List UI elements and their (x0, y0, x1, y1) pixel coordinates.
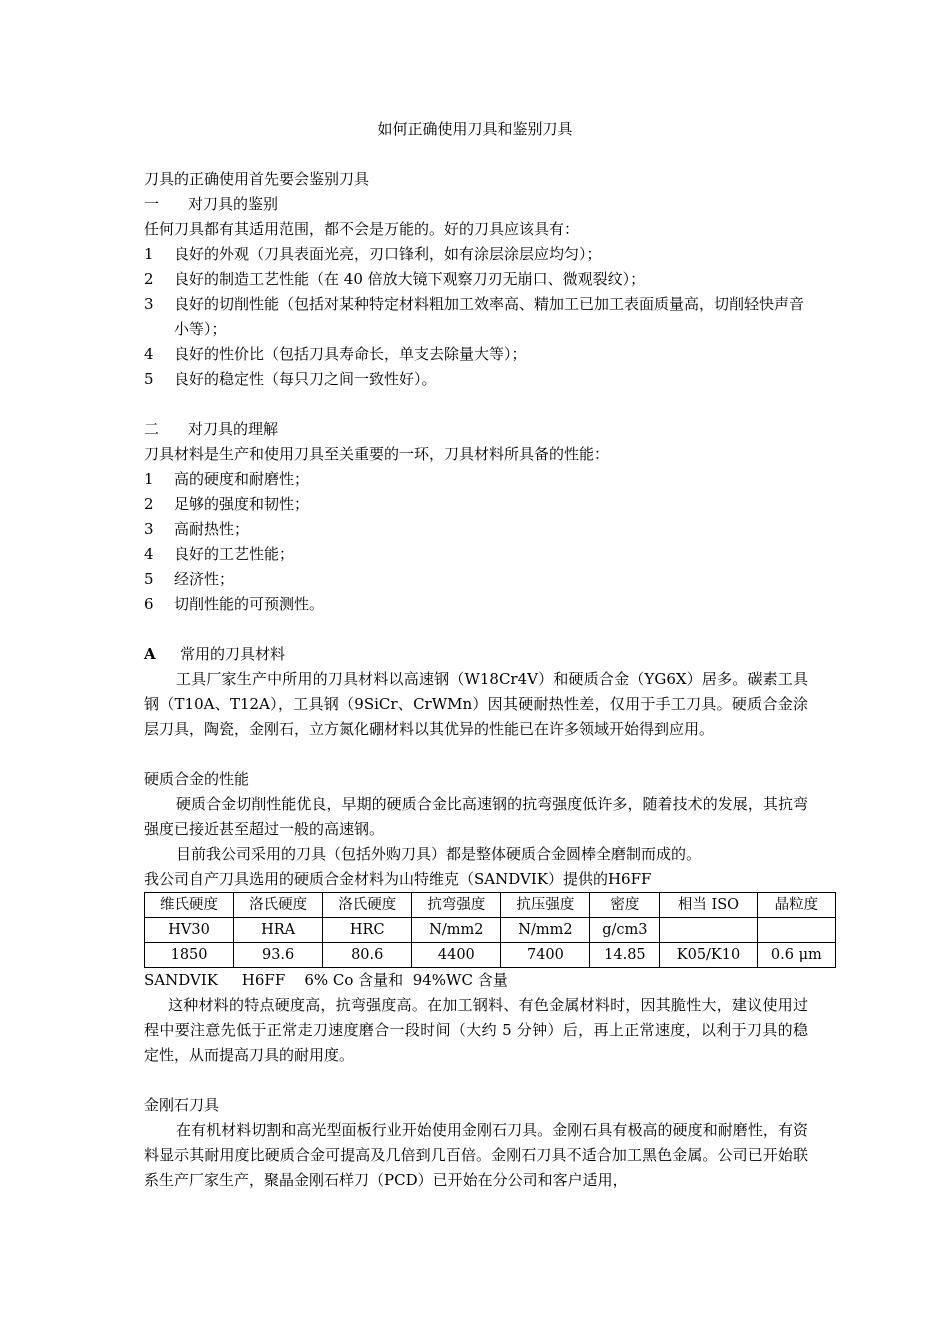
document-body (144, 167, 822, 1193)
table-unit-cell (660, 918, 757, 943)
list-item (144, 517, 808, 542)
table-header-cell: 晶粒度 (757, 893, 835, 918)
table-row (145, 918, 836, 943)
table-value-cell: 0.6 μm (757, 943, 835, 968)
list-item (144, 467, 808, 492)
sectionA-letter: A (144, 645, 156, 663)
document-title: 如何正确使用刀具和鉴别刀具 (377, 120, 573, 138)
section2-heading (144, 417, 808, 442)
table-header-cell: 抗压强度 (501, 893, 590, 918)
table-value-cell: 4400 (412, 943, 501, 968)
list-item-text: 切削性能的可预测性。 (174, 595, 325, 613)
table-header-cell: 相当 ISO (660, 893, 757, 918)
table-value-cell: 7400 (501, 943, 590, 968)
list-item-number: 2 (144, 270, 154, 288)
list-item-number: 5 (144, 370, 154, 388)
table-value-cell: 80.6 (323, 943, 412, 968)
table-header-cell: 密度 (590, 893, 660, 918)
list-item-text: 足够的强度和韧性； (174, 495, 310, 513)
list-item-text: 良好的切削性能（包括对某种特定材料粗加工效率高、精加工已加工表面质量高，切削轻快声音小等）； (174, 295, 805, 338)
table-value-cell: K05/K10 (660, 943, 757, 968)
list-item-number: 4 (144, 345, 154, 363)
list-item-text: 高的硬度和耐磨性； (174, 470, 310, 488)
table-unit-cell: N/mm2 (412, 918, 501, 943)
section1-lead: 任何刀具都有其适用范围，都不会是万能的。好的刀具应该具有： (144, 220, 580, 238)
section1-number: 一 (144, 195, 160, 213)
table-unit-cell: HRA (234, 918, 323, 943)
spacer (144, 392, 808, 417)
intro-line: 刀具的正确使用首先要会鉴别刀具 (144, 170, 370, 188)
list-item-text: 良好的工艺性能； (174, 545, 295, 563)
list-item (144, 342, 808, 367)
list-item (144, 592, 808, 617)
list-item-number: 4 (144, 545, 154, 563)
table-unit-cell: N/mm2 (501, 918, 590, 943)
section1-heading (144, 192, 808, 217)
spacer (144, 617, 808, 642)
list-item-text: 经济性； (174, 570, 235, 588)
section2-lead: 刀具材料是生产和使用刀具至关重要的一环，刀具材料所具备的性能： (144, 445, 610, 463)
table-unit-cell: HV30 (145, 918, 234, 943)
sectionA-heading (144, 642, 808, 667)
list-item-number: 3 (144, 295, 154, 313)
list-item-number: 1 (144, 245, 154, 263)
list-item-number: 6 (144, 595, 154, 613)
list-item (144, 242, 808, 267)
table-value-cell: 1850 (145, 943, 234, 968)
table-unit-cell: HRC (323, 918, 412, 943)
list-item (144, 542, 808, 567)
section2-title: 对刀具的理解 (188, 420, 279, 438)
table-header-cell: 维氏硬度 (145, 893, 234, 918)
table-header-cell: 抗弯强度 (412, 893, 501, 918)
list-item-number: 1 (144, 470, 154, 488)
list-item-number: 5 (144, 570, 154, 588)
sectionA-paragraph: 工具厂家生产中所用的刀具材料以高速钢（W18Cr4V）和硬质合金（YG6X）居多。碳素工具钢（T10A、T12A），工具钢（9SiCr、CrWMn）因其硬耐热性差，仅用于手工刀具。硬质合金涂层刀具，陶瓷，金刚石，立方氮化硼材料以其优异的性能已在许多领域开始得到应用。 (144, 670, 808, 738)
table-unit-cell: g/cm3 (590, 918, 660, 943)
section1-title: 对刀具的鉴别 (188, 195, 279, 213)
table-value-cell: 93.6 (234, 943, 323, 968)
section2-number: 二 (144, 420, 160, 438)
list-item-text: 良好的性价比（包括刀具寿命长，单支去除量大等）； (174, 345, 527, 363)
diamond-heading: 金刚石刀具 (144, 1096, 220, 1114)
list-item (144, 492, 808, 517)
list-item (144, 367, 808, 392)
table-caption: 我公司自产刀具选用的硬质合金材料为山特维克（SANDVIK）提供的H6FF (144, 870, 652, 888)
material-spec-table (144, 892, 836, 968)
spacer (144, 1068, 808, 1093)
carbide-paragraph-3: 这种材料的特点硬度高，抗弯强度高。在加工钢料、有色金属材料时，因其脆性大，建议使用过程中要注意先低于正常走刀速度磨合一段时间（大约 5 分钟）后，再上正常速度，以利于刀具的稳定性，从而提高刀具的耐用度。 (144, 996, 808, 1064)
sectionA-title: 常用的刀具材料 (180, 645, 286, 663)
section1-list (144, 242, 808, 392)
spacer (144, 742, 808, 767)
list-item-number: 3 (144, 520, 154, 538)
table-value-cell: 14.85 (590, 943, 660, 968)
table-row (145, 943, 836, 968)
list-item-number: 2 (144, 495, 154, 513)
carbide-heading: 硬质合金的性能 (144, 770, 250, 788)
carbide-paragraph-1: 硬质合金切削性能优良，早期的硬质合金比高速钢的抗弯强度低许多，随着技术的发展，其抗弯强度已接近甚至超过一般的高速钢。 (144, 795, 808, 838)
carbide-paragraph-2: 目前我公司采用的刀具（包括外购刀具）都是整体硬质合金圆棒全磨制而成的。 (176, 845, 702, 863)
table-header-cell: 洛氏硬度 (234, 893, 323, 918)
list-item (144, 567, 808, 592)
table-header-cell: 洛氏硬度 (323, 893, 412, 918)
table-unit-cell (757, 918, 835, 943)
list-item (144, 292, 808, 342)
composition-note: SANDVIK H6FF 6% Co 含量和 94%WC 含量 (144, 971, 508, 989)
diamond-paragraph: 在有机材料切割和高光型面板行业开始使用金刚石刀具。金刚石具有极高的硬度和耐磨性，有资料显示其耐用度比硬质合金可提高及几倍到几百倍。金刚石刀具不适合加工黑色金属。公司已开始联系生产厂家生产，聚晶金刚石样刀（PCD）已开始在分公司和客户适用， (144, 1121, 808, 1189)
list-item-text: 良好的制造工艺性能（在 40 倍放大镜下观察刀刃无崩口、微观裂纹）； (174, 270, 646, 288)
section2-list (144, 467, 808, 617)
list-item (144, 267, 808, 292)
list-item-text: 高耐热性； (174, 520, 250, 538)
list-item-text: 良好的稳定性（每只刀之间一致性好）。 (174, 370, 437, 388)
table-row (145, 893, 836, 918)
list-item-text: 良好的外观（刀具表面光亮，刃口锋利，如有涂层涂层应均匀）； (174, 245, 602, 263)
